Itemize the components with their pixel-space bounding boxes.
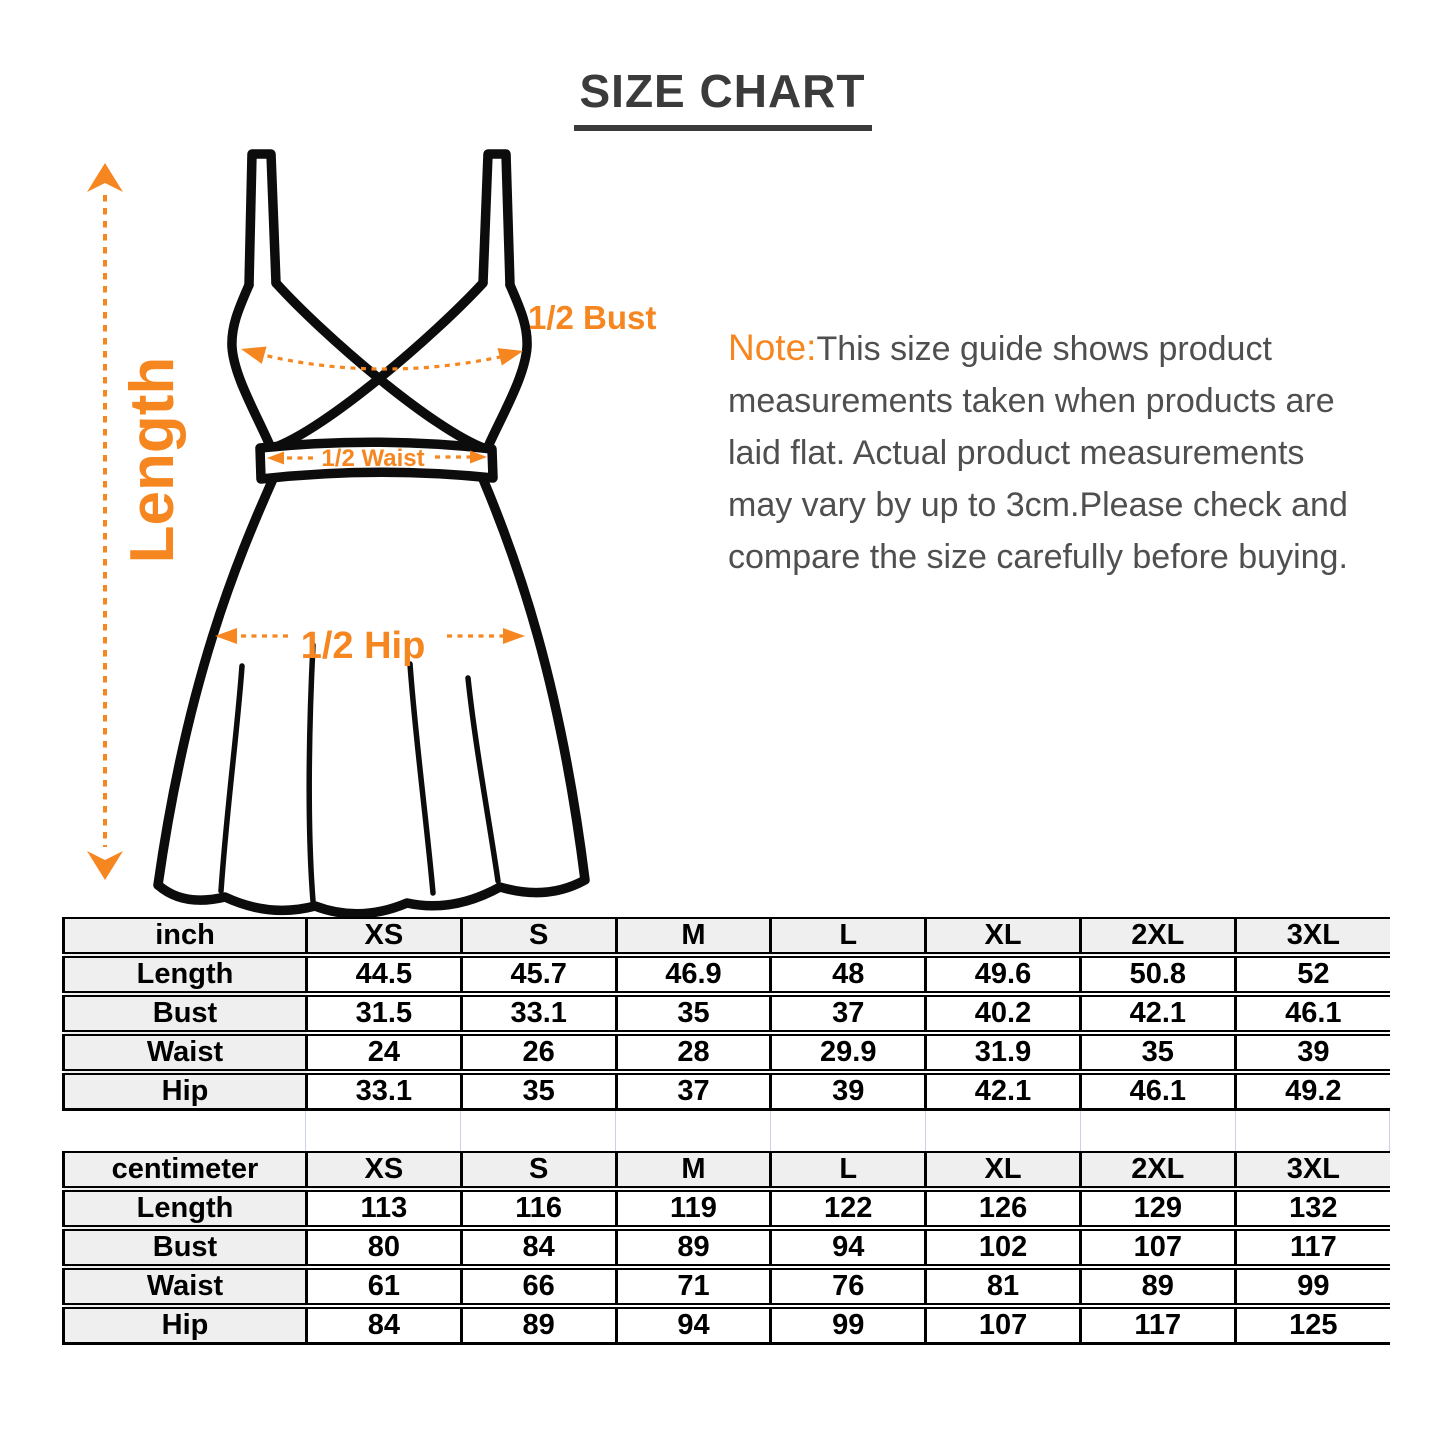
table-row (64, 1228, 1391, 1267)
measurement-value-cell: 107 (1080, 1228, 1235, 1267)
measurement-value-cell: 28 (616, 1033, 771, 1072)
measurement-value-cell: 46.1 (1080, 1072, 1235, 1110)
measurement-value-cell: 52 (1235, 955, 1390, 994)
table-header-row (64, 918, 1391, 955)
measurement-value-cell: 33.1 (307, 1072, 462, 1110)
measurement-value-cell: 102 (926, 1228, 1081, 1267)
measurement-value-cell: 33.1 (461, 994, 616, 1033)
size-column-header: 2XL (1080, 1152, 1235, 1189)
size-column-header: XL (926, 918, 1081, 955)
measurement-value-cell: 89 (461, 1306, 616, 1344)
gridline (1389, 1111, 1390, 1151)
measurement-value-cell: 66 (461, 1267, 616, 1306)
size-column-header: XS (307, 918, 462, 955)
measurement-value-cell: 94 (616, 1306, 771, 1344)
measurement-value-cell: 84 (307, 1306, 462, 1344)
row-label-cell: Waist (64, 1033, 307, 1072)
size-column-header: L (771, 1152, 926, 1189)
size-column-header: L (771, 918, 926, 955)
table-row (64, 1033, 1391, 1072)
measurement-value-cell: 29.9 (771, 1033, 926, 1072)
measurement-value-cell: 35 (616, 994, 771, 1033)
title-wrap (0, 64, 1445, 131)
size-column-header: XL (926, 1152, 1081, 1189)
table-row (64, 1306, 1391, 1344)
gridline (1080, 1111, 1081, 1151)
measurement-value-cell: 46.9 (616, 955, 771, 994)
size-column-header: 3XL (1235, 918, 1390, 955)
measurement-value-cell: 42.1 (1080, 994, 1235, 1033)
row-label-cell: Length (64, 955, 307, 994)
measurement-value-cell: 45.7 (461, 955, 616, 994)
measurement-value-cell: 117 (1080, 1306, 1235, 1344)
size-column-header: S (461, 918, 616, 955)
gridline (1235, 1111, 1236, 1151)
measurement-value-cell: 89 (1080, 1267, 1235, 1306)
measurement-value-cell: 49.6 (926, 955, 1081, 994)
measurement-value-cell: 107 (926, 1306, 1081, 1344)
measurement-value-cell: 31.9 (926, 1033, 1081, 1072)
waist-label: 1/2 Waist (321, 445, 425, 472)
bust-arrow-left-icon (239, 340, 267, 364)
measurement-value-cell: 49.2 (1235, 1072, 1390, 1110)
bust-dimension-line (247, 351, 518, 369)
unit-header-cell: inch (64, 918, 307, 955)
size-column-header: XS (307, 1152, 462, 1189)
measurement-value-cell: 125 (1235, 1306, 1390, 1344)
measurement-value-cell: 76 (771, 1267, 926, 1306)
note-line: laid flat. Actual product measurements (728, 434, 1305, 472)
measurement-value-cell: 126 (926, 1189, 1081, 1228)
size-column-header: 3XL (1235, 1152, 1390, 1189)
note-line: may vary by up to 3cm.Please check and (728, 486, 1348, 524)
gridline (460, 1111, 461, 1151)
table-row (64, 955, 1391, 994)
note-line (728, 322, 1428, 375)
measurement-value-cell: 26 (461, 1033, 616, 1072)
table-gap (62, 1111, 1390, 1151)
measurement-value-cell: 122 (771, 1189, 926, 1228)
measurement-value-cell: 99 (771, 1306, 926, 1344)
measurement-value-cell: 132 (1235, 1189, 1390, 1228)
measurement-value-cell: 48 (771, 955, 926, 994)
dress-right-strap (483, 154, 510, 285)
measurement-value-cell: 46.1 (1235, 994, 1390, 1033)
measurement-value-cell: 39 (771, 1072, 926, 1110)
table-row (64, 994, 1391, 1033)
measurement-value-cell: 94 (771, 1228, 926, 1267)
measurement-value-cell: 116 (461, 1189, 616, 1228)
size-column-header: S (461, 1152, 616, 1189)
row-label-cell: Hip (64, 1306, 307, 1344)
measurement-value-cell: 80 (307, 1228, 462, 1267)
table-row (64, 1189, 1391, 1228)
measurement-value-cell: 84 (461, 1228, 616, 1267)
measurement-value-cell: 31.5 (307, 994, 462, 1033)
measurement-value-cell: 89 (616, 1228, 771, 1267)
measurement-value-cell: 113 (307, 1189, 462, 1228)
length-arrow-down-icon (87, 851, 123, 880)
dress-left-strap (249, 154, 276, 285)
size-table-centimeter (62, 1151, 1390, 1345)
measurement-value-cell: 71 (616, 1267, 771, 1306)
gridline (770, 1111, 771, 1151)
measurement-value-cell: 35 (1080, 1033, 1235, 1072)
gridline (925, 1111, 926, 1151)
length-label: Length (118, 356, 187, 564)
dress-right-side-seam (487, 285, 527, 449)
measurement-value-cell: 129 (1080, 1189, 1235, 1228)
gridline (305, 1111, 306, 1151)
row-label-cell: Bust (64, 994, 307, 1033)
table-header-row (64, 1152, 1391, 1189)
row-label-cell: Hip (64, 1072, 307, 1110)
dress-drawing-icon (158, 154, 585, 914)
measurement-value-cell: 44.5 (307, 955, 462, 994)
size-table-inch (62, 917, 1390, 1111)
measurement-value-cell: 50.8 (1080, 955, 1235, 994)
size-column-header: M (616, 1152, 771, 1189)
measurement-value-cell: 42.1 (926, 1072, 1081, 1110)
measurement-value-cell: 37 (771, 994, 926, 1033)
length-arrow-up-icon (87, 163, 123, 192)
row-label-cell: Bust (64, 1228, 307, 1267)
measurement-value-cell: 24 (307, 1033, 462, 1072)
measurement-value-cell: 35 (461, 1072, 616, 1110)
bust-label: 1/2 Bust (528, 299, 657, 336)
measurement-value-cell: 119 (616, 1189, 771, 1228)
size-tables (62, 917, 1390, 1345)
unit-header-cell: centimeter (64, 1152, 307, 1189)
note-line: measurements taken when products are (728, 382, 1335, 420)
table-row (64, 1072, 1391, 1110)
measurement-value-cell: 81 (926, 1267, 1081, 1306)
measurement-value-cell: 37 (616, 1072, 771, 1110)
note-line-text: This size guide shows product (816, 330, 1272, 368)
measurement-value-cell: 99 (1235, 1267, 1390, 1306)
note-line: compare the size carefully before buying. (728, 538, 1348, 576)
gridline (615, 1111, 616, 1151)
dress-left-side-seam (232, 285, 271, 448)
note-prefix: Note: (728, 327, 817, 368)
dress-measurement-diagram (55, 135, 715, 935)
hip-label: 1/2 Hip (300, 625, 426, 667)
size-column-header: M (616, 918, 771, 955)
measurement-value-cell: 117 (1235, 1228, 1390, 1267)
note-paragraph (728, 322, 1428, 583)
row-label-cell: Length (64, 1189, 307, 1228)
measurement-value-cell: 40.2 (926, 994, 1081, 1033)
page-title: SIZE CHART (574, 64, 872, 131)
row-label-cell: Waist (64, 1267, 307, 1306)
table-row (64, 1267, 1391, 1306)
measurement-value-cell: 61 (307, 1267, 462, 1306)
measurement-value-cell: 39 (1235, 1033, 1390, 1072)
size-column-header: 2XL (1080, 918, 1235, 955)
